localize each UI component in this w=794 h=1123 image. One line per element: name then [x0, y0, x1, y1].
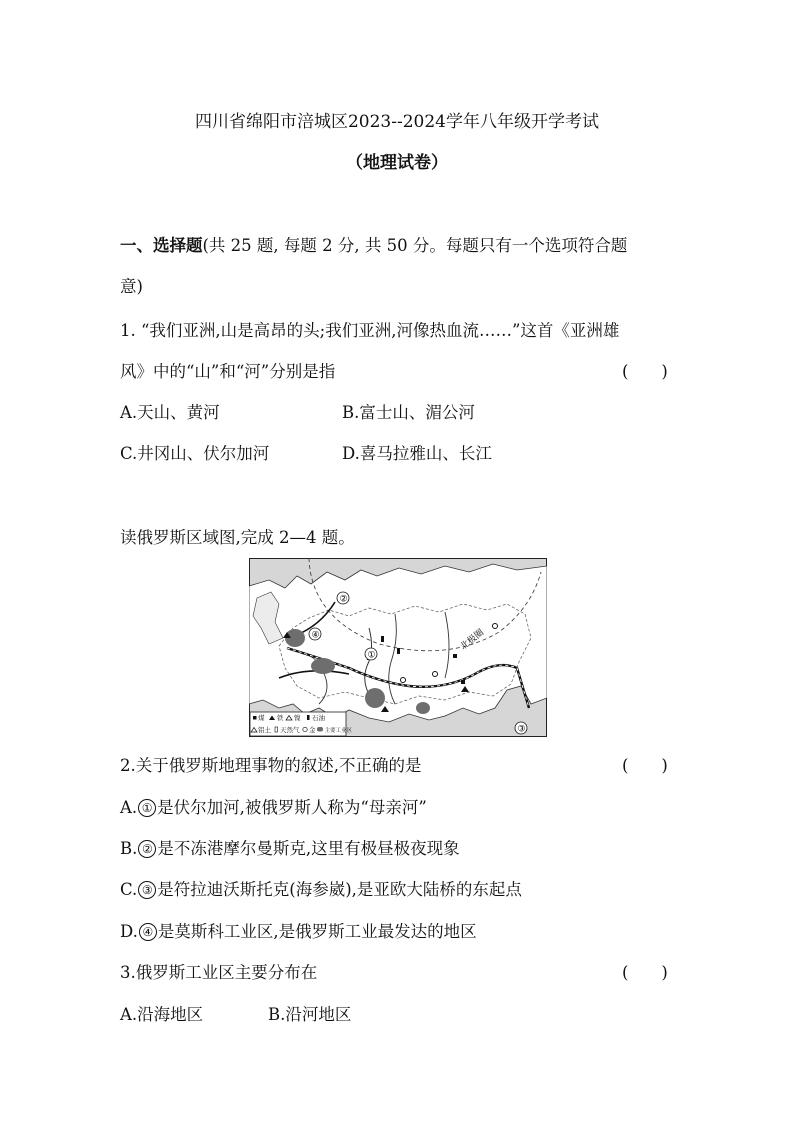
q1-option-d: D.喜马拉雅山、长江: [342, 444, 492, 463]
q3-option-a: A.沿海地区: [120, 1005, 204, 1024]
q1-option-b: B.富士山、湄公河: [342, 403, 475, 422]
coal-symbol: [461, 680, 465, 684]
page-subtitle: （地理试卷）: [346, 153, 448, 173]
legend-aluminium: 铝土: [258, 726, 271, 734]
q2-option-a-prefix: A.: [120, 798, 138, 817]
q1-option-a: A.天山、黄河: [120, 403, 220, 422]
q2-answer-paren: ( ): [622, 756, 668, 775]
legend-gold: 金: [309, 726, 316, 734]
legend-nickel: 镍: [294, 714, 301, 722]
oil-symbol: [397, 648, 400, 654]
q2-option-d: [120, 918, 477, 942]
gold-symbol: [433, 672, 438, 677]
q2-option-b-text: 是不冻港摩尔曼斯克,这里有极昼极夜现象: [157, 839, 460, 858]
oil-symbol: [381, 636, 384, 642]
gold-symbol: [493, 624, 498, 629]
legend-oil: 石油: [312, 714, 325, 722]
q2-option-b-prefix: B.: [120, 839, 138, 858]
industrial-zone-ural: [311, 658, 335, 674]
q1-answer-paren: ( ): [622, 362, 668, 381]
q2-option-b: [120, 835, 460, 859]
q2-stem: 2.关于俄罗斯地理事物的叙述,不正确的是: [120, 756, 422, 775]
legend-gold-icon: [303, 727, 307, 731]
gold-symbol: [401, 678, 406, 683]
q2-option-a: [120, 794, 427, 818]
q2-option-c-number: ③: [138, 881, 156, 899]
legend-oil-icon: [307, 715, 310, 720]
q2-option-c: [120, 876, 522, 900]
legend-gas: 天然气: [280, 726, 300, 734]
map-intro: 读俄罗斯区域图,完成 2—4 题。: [120, 528, 355, 547]
q2-option-c-text: 是符拉迪沃斯托克(海参崴),是亚欧大陆桥的东起点: [157, 880, 522, 899]
page-title: 四川省绵阳市涪城区2023--2024学年八年级开学考试: [194, 112, 599, 132]
industrial-zone-siberia: [365, 688, 385, 708]
q2-option-d-number: ④: [139, 923, 157, 941]
q3-stem: 3.俄罗斯工业区主要分布在: [120, 963, 318, 982]
section-heading: 一、选择题: [120, 236, 203, 255]
q2-option-c-prefix: C.: [120, 880, 138, 899]
section-desc: (共 25 题, 每题 2 分, 共 50 分。每题只有一个选项符合题: [202, 236, 628, 255]
marker-4-label: ④: [311, 630, 320, 641]
legend-industrial-icon: [317, 727, 323, 732]
section-heading-line: [120, 232, 627, 256]
industrial-zone-baikal: [416, 702, 430, 714]
marker-3-label: ③: [517, 724, 526, 735]
legend-iron: 铁: [277, 714, 284, 722]
russia-map: [249, 558, 547, 737]
legend-coal: 煤: [258, 714, 265, 722]
q3-answer-paren: ( ): [622, 963, 668, 982]
arctic-circle-label: 北极圈: [458, 627, 487, 653]
q2-option-a-text: 是伏尔加河,被俄罗斯人称为“母亲河”: [157, 798, 427, 817]
q2-option-d-text: 是莫斯科工业区,是俄罗斯工业最发达的地区: [157, 922, 477, 941]
q1-option-c: C.井冈山、伏尔加河: [120, 444, 270, 463]
marker-1-label: ①: [367, 650, 376, 661]
section-desc-cont: 意): [120, 277, 143, 296]
q1-stem-line1: 1. “我们亚洲,山是高昂的头;我们亚洲,河像热血流……”这首《亚洲雄: [120, 321, 620, 340]
q2-option-a-number: ①: [138, 799, 156, 817]
q3-option-b: B.沿河地区: [268, 1005, 352, 1024]
q2-option-b-number: ②: [138, 840, 156, 858]
q1-stem-line2: 风》中的“山”和“河”分别是指: [120, 362, 336, 381]
q2-option-d-prefix: D.: [120, 922, 138, 941]
legend-coal-icon: [253, 716, 257, 720]
coal-symbol: [453, 654, 457, 658]
legend-industrial: 主要工业区: [324, 728, 353, 734]
marker-2-label: ②: [339, 594, 348, 605]
